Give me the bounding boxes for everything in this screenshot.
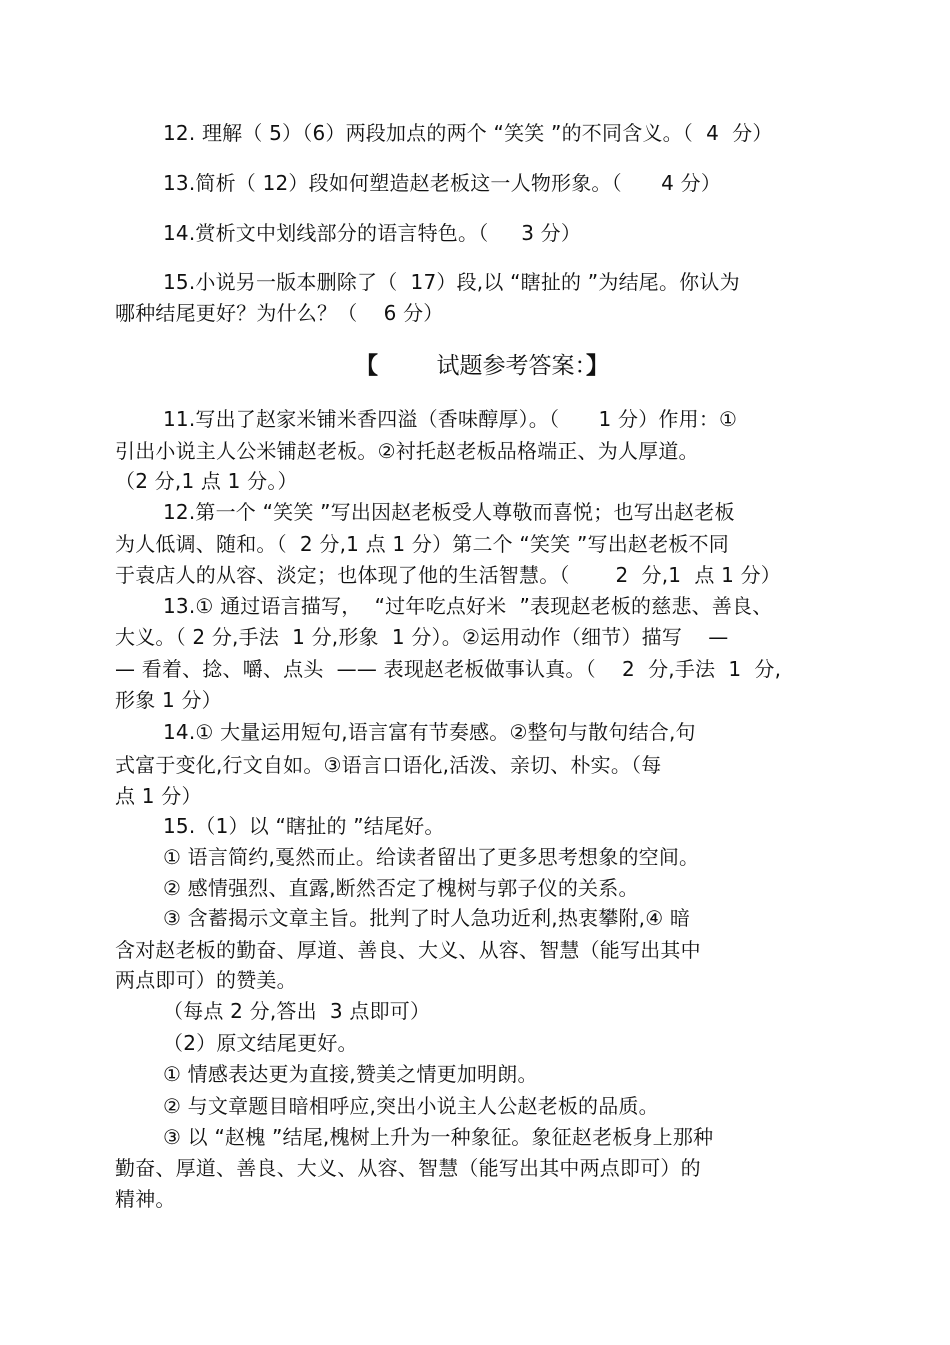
answer-15-point-2: ② 感情强烈、直露,断然否定了槐树与郭子仪的关系。 [163,876,639,900]
answer-11-line-3: （2 分,1 点 1 分。） [115,469,298,493]
answer-heading [355,351,609,381]
answer-15-part-2: （2）原文结尾更好。 [163,1031,358,1055]
answer-15-point-3-cont-2: 两点即可）的赞美。 [115,968,297,992]
answer-15-point-1: ① 语言简约,戛然而止。给读者留出了更多思考想象的空间。 [163,845,700,869]
answer-15-part-2-point-3-cont-1: 勤奋、厚道、善良、大义、从容、智慧（能写出其中两点即可）的 [115,1156,701,1180]
answer-15-point-3-cont-1: 含对赵老板的勤奋、厚道、善良、大义、从容、智慧（能写出其中 [115,938,701,962]
question-15-line-2: 哪种结尾更好？为什么？（ 6 分） [115,301,444,325]
answer-15-part-2-point-2: ② 与文章题目暗相呼应,突出小说主人公赵老板的品质。 [163,1094,659,1118]
answer-15-part-2-point-3: ③ 以 “赵槐 ”结尾,槐树上升为一种象征。象征赵老板身上那种 [163,1125,714,1149]
heading-text: 试题参考答案： [436,353,586,379]
answer-11-line-1: 11.写出了赵家米铺米香四溢（香味醇厚）。（ 1 分）作用：① [163,407,738,431]
answer-13-line-4: 形象 1 分） [115,688,222,712]
answer-15-scoring-note: （每点 2 分,答出 3 点即可） [163,999,431,1023]
answer-15-point-3: ③ 含蓄揭示文章主旨。批判了时人急功近利,热衷攀附,④ 暗 [163,906,691,930]
answer-12-line-1: 12.第一个 “笑笑 ”写出因赵老板受人尊敬而喜悦；也写出赵老板 [163,500,735,524]
answer-13-line-2: 大义。（ 2 分,手法 1 分,形象 1 分）。②运用动作（细节）描写 — [115,625,729,649]
answer-15-line-1: 15.（1）以 “瞎扯的 ”结尾好。 [163,814,445,838]
answer-15-part-2-point-3-cont-2: 精神。 [115,1187,176,1211]
answer-12-line-3: 于袁店人的从容、淡定；也体现了他的生活智慧。（ 2 分,1 点 1 分） [115,563,781,587]
answer-13-line-1: 13.① 通过语言描写， “过年吃点好米 ”表现赵老板的慈悲、善良、 [163,594,773,618]
question-13: 13.简析（ 12）段如何塑造赵老板这一人物形象。（ 4 分） [163,171,722,195]
question-15-line-1: 15.小说另一版本删除了（ 17）段,以 “瞎扯的 ”为结尾。你认为 [163,270,740,294]
answer-14-line-1: 14.① 大量运用短句,语言富有节奏感。②整句与散句结合,句 [163,720,696,744]
answer-14-line-2: 式富于变化,行文自如。③语言口语化,活泼、亲切、朴实。（每 [115,753,662,777]
answer-13-line-3: — 看着、捻、嚼、点头 —— 表现赵老板做事认真。（ 2 分,手法 1 分, [115,657,782,681]
heading-close-bracket: 】 [586,353,609,379]
answer-14-line-3: 点 1 分） [115,784,202,808]
answer-15-part-2-point-1: ① 情感表达更为直接,赞美之情更加明朗。 [163,1062,538,1086]
heading-open-bracket: 【 [355,353,378,379]
answer-11-line-2: 引出小说主人公米铺赵老板。②衬托赵老板品格端正、为人厚道。 [115,439,699,463]
answer-12-line-2: 为人低调、随和。（ 2 分,1 点 1 分）第二个 “笑笑 ”写出赵老板不同 [115,532,729,556]
question-14: 14.赏析文中划线部分的语言特色。（ 3 分） [163,221,582,245]
question-12: 12. 理解（ 5）（6）两段加点的两个 “笑笑 ”的不同含义。（ 4 分） [163,121,773,145]
